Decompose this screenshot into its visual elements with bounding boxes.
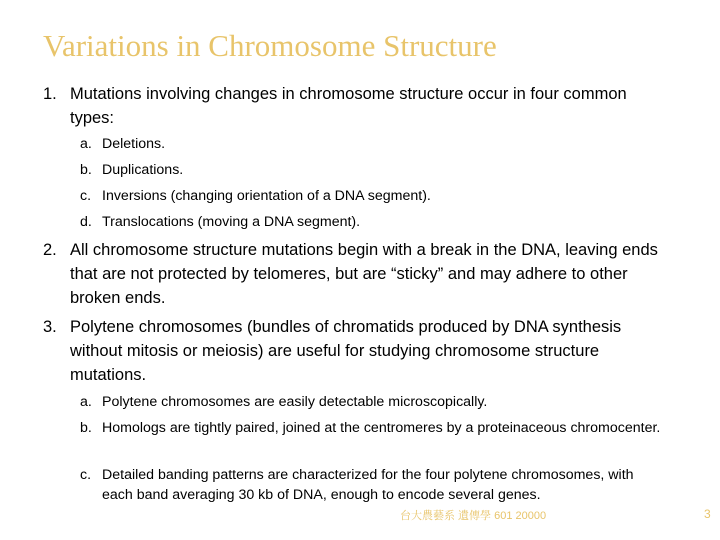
sub-item-3c — [80, 465, 665, 505]
sub-item-number: b. — [80, 162, 92, 178]
list-item-1 — [43, 82, 663, 130]
sub-item-number: d. — [80, 214, 92, 230]
sub-item-text: Duplications. — [102, 162, 184, 178]
sub-item-1d — [80, 212, 680, 232]
item-number: 1. — [43, 85, 57, 103]
sub-item-number: c. — [80, 188, 92, 204]
slide-title: Variations in Chromosome Structure — [43, 28, 497, 63]
sub-item-text: Deletions. — [102, 136, 166, 152]
sub-item-number: b. — [80, 420, 92, 436]
item-number: 3. — [43, 318, 57, 336]
sub-item-1b — [80, 160, 680, 180]
page-number: 3 — [704, 507, 711, 521]
list-item-3 — [43, 315, 663, 387]
footer-text: 台大農藝系 遺傳學 601 20000 — [400, 510, 547, 522]
sub-item-text: Homologs are tightly paired, joined at the centromeres by a proteinaceous chromocenter. — [102, 420, 661, 436]
item-text: Polytene chromosomes (bundles of chromatids produced by DNA synthesis without mitosis or meiosis) are useful for studying chromosome structure mutations. — [70, 318, 622, 384]
sub-item-number: a. — [80, 394, 92, 410]
item-text: All chromosome structure mutations begin with a break in the DNA, leaving ends that are not protected by telomeres, but are “sticky” and may adhere to other broken ends. — [70, 241, 658, 307]
sub-item-text: Detailed banding patterns are characterized for the four polytene chromosomes, with each band averaging 30 kb of DNA, enough to encode several genes. — [102, 467, 634, 503]
list-item-2 — [43, 238, 663, 310]
sub-item-number: c. — [80, 467, 92, 483]
sub-item-1c — [80, 186, 680, 206]
item-number: 2. — [43, 241, 57, 259]
sub-item-1a — [80, 134, 680, 154]
sub-item-3a — [80, 392, 680, 412]
sub-item-text: Translocations (moving a DNA segment). — [102, 214, 361, 230]
sub-item-number: a. — [80, 136, 92, 152]
item-text: Mutations involving changes in chromosome structure occur in four common types: — [70, 85, 627, 127]
sub-item-text: Polytene chromosomes are easily detectable microscopically. — [102, 394, 488, 410]
sub-item-3b — [80, 418, 680, 438]
sub-item-text: Inversions (changing orientation of a DNA segment). — [102, 188, 431, 204]
